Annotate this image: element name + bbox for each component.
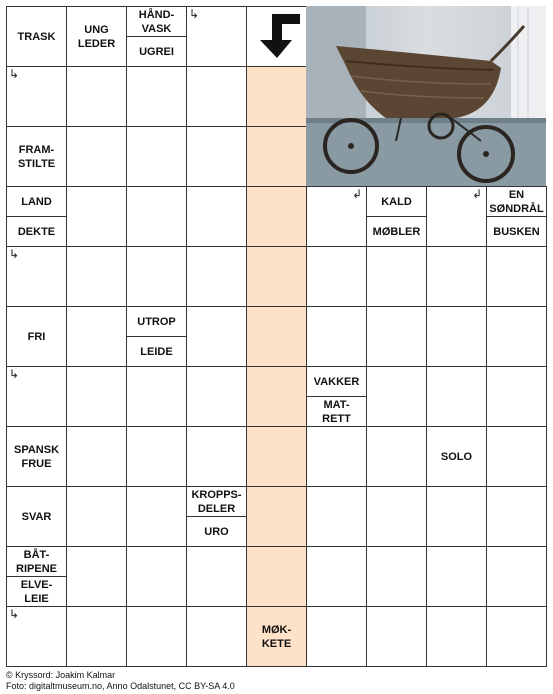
- grid-cell[interactable]: [486, 366, 547, 427]
- grid-cell[interactable]: [486, 306, 547, 367]
- clue-fri: FRI: [6, 306, 67, 367]
- clue-spansk-frue: SPANSK FRUE: [6, 426, 67, 487]
- grid-cell[interactable]: [426, 546, 487, 607]
- clue-matrett: MAT- RETT: [306, 396, 367, 427]
- grid-cell[interactable]: [66, 546, 127, 607]
- grid-cell[interactable]: [66, 486, 127, 547]
- corner-arrow-icon: ↲: [352, 187, 363, 201]
- grid-cell[interactable]: [366, 426, 427, 487]
- grid-cell[interactable]: [366, 546, 427, 607]
- grid-cell[interactable]: [126, 66, 187, 127]
- grid-cell[interactable]: [186, 606, 247, 667]
- grid-cell[interactable]: [66, 366, 127, 427]
- grid-cell[interactable]: [126, 186, 187, 247]
- clue-dekte: DEKTE: [6, 216, 67, 247]
- grid-cell[interactable]: [486, 546, 547, 607]
- clue-batripene: BÅT- RIPENE: [6, 546, 67, 577]
- grid-cell[interactable]: [486, 426, 547, 487]
- grid-cell[interactable]: [366, 486, 427, 547]
- grid-cell[interactable]: [66, 66, 127, 127]
- grid-cell[interactable]: [426, 486, 487, 547]
- clue-mobler: MØBLER: [366, 216, 427, 247]
- clue-land: LAND: [6, 186, 67, 217]
- clue-uro: URO: [186, 516, 247, 547]
- clue-en-sondral: EN SØNDRÅL: [486, 186, 547, 217]
- grid-cell[interactable]: [186, 126, 247, 187]
- clue-kroppsdeler: KROPPS- DELER: [186, 486, 247, 517]
- grid-cell[interactable]: [486, 246, 547, 307]
- grid-cell[interactable]: [126, 366, 187, 427]
- grid-cell[interactable]: [186, 546, 247, 607]
- grid-cell[interactable]: [186, 366, 247, 427]
- corner-arrow-icon: ↳: [9, 67, 20, 81]
- grid-cell[interactable]: [126, 426, 187, 487]
- clue-solo: SOLO: [426, 426, 487, 487]
- grid-cell[interactable]: [186, 66, 247, 127]
- grid-cell[interactable]: [246, 486, 307, 547]
- corner-arrow-icon: ↳: [9, 607, 20, 621]
- grid-cell[interactable]: [126, 546, 187, 607]
- grid-cell[interactable]: [246, 126, 307, 187]
- grid-cell[interactable]: [306, 426, 367, 487]
- corner-arrow-icon: ↳: [189, 7, 200, 21]
- grid-cell[interactable]: [186, 426, 247, 487]
- grid-cell[interactable]: [246, 306, 307, 367]
- clue-elveleie: ELVE- LEIE: [6, 576, 67, 607]
- grid-cell[interactable]: [486, 486, 547, 547]
- grid-cell[interactable]: [366, 366, 427, 427]
- grid-cell[interactable]: [306, 606, 367, 667]
- grid-cell[interactable]: [426, 306, 487, 367]
- grid-cell[interactable]: [246, 246, 307, 307]
- clue-trask: TRASK: [6, 6, 67, 67]
- grid-cell[interactable]: [126, 606, 187, 667]
- grid-cell[interactable]: [66, 186, 127, 247]
- grid-cell[interactable]: [66, 606, 127, 667]
- copyright-text: © Kryssord: Joakim Kalmar: [6, 670, 116, 680]
- grid-cell[interactable]: [366, 306, 427, 367]
- grid-cell[interactable]: [186, 246, 247, 307]
- down-arrow-icon: [252, 14, 300, 60]
- corner-arrow-icon: ↳: [9, 247, 20, 261]
- grid-cell[interactable]: [66, 426, 127, 487]
- grid-cell[interactable]: [366, 246, 427, 307]
- grid-cell[interactable]: [66, 246, 127, 307]
- clue-utrop: UTROP: [126, 306, 187, 337]
- grid-cell[interactable]: [306, 306, 367, 367]
- photo-credit-text: Foto: digitaltmuseum.no, Anno Odalstunet, CC BY-SA 4.0: [6, 681, 235, 691]
- grid-cell[interactable]: [426, 366, 487, 427]
- grid-cell[interactable]: [486, 606, 547, 667]
- pram-photo: [306, 6, 546, 186]
- grid-cell[interactable]: [66, 306, 127, 367]
- grid-cell[interactable]: [426, 606, 487, 667]
- grid-cell[interactable]: [306, 546, 367, 607]
- clue-svar: SVAR: [6, 486, 67, 547]
- clue-kald: KALD: [366, 186, 427, 217]
- grid-cell[interactable]: [246, 366, 307, 427]
- grid-cell[interactable]: [126, 486, 187, 547]
- corner-arrow-icon: ↲: [472, 187, 483, 201]
- grid-cell[interactable]: [126, 126, 187, 187]
- corner-arrow-icon: ↳: [9, 367, 20, 381]
- clue-mokkete: MØK- KETE: [246, 606, 307, 667]
- clue-vakker: VAKKER: [306, 366, 367, 397]
- grid-cell[interactable]: [246, 546, 307, 607]
- grid-cell[interactable]: [186, 306, 247, 367]
- grid-cell[interactable]: [186, 186, 247, 247]
- grid-cell[interactable]: [246, 426, 307, 487]
- grid-cell[interactable]: [306, 486, 367, 547]
- grid-cell[interactable]: [366, 606, 427, 667]
- clue-handvask: HÅND- VASK: [126, 6, 187, 37]
- grid-cell[interactable]: [126, 246, 187, 307]
- grid-cell[interactable]: [426, 246, 487, 307]
- clue-leide: LEIDE: [126, 336, 187, 367]
- clue-ung-leder: UNG LEDER: [66, 6, 127, 67]
- grid-cell[interactable]: [66, 126, 127, 187]
- clue-ugrei: UGREI: [126, 36, 187, 67]
- clue-busken: BUSKEN: [486, 216, 547, 247]
- grid-cell[interactable]: [306, 246, 367, 307]
- grid-cell[interactable]: [246, 66, 307, 127]
- clue-framstilte: FRAM- STILTE: [6, 126, 67, 187]
- grid-cell[interactable]: [246, 186, 307, 247]
